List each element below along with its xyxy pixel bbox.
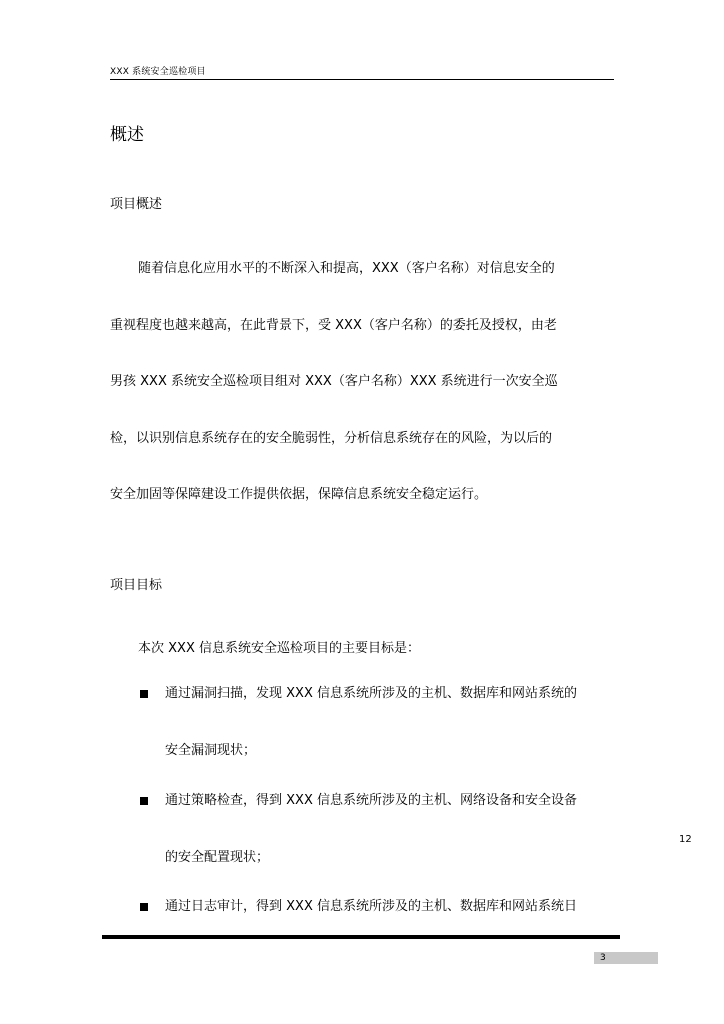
- bullet-square-icon: [140, 903, 148, 911]
- running-header: XXX 系统安全巡检项目: [110, 67, 206, 77]
- objectives-heading: 项目目标: [110, 578, 163, 593]
- overview-line-3: 男孩 XXX 系统安全巡检项目组对 XXX（客户名称）XXX 系统进行一次安全巡: [110, 374, 558, 389]
- overview-line-4: 检，以识别信息系统存在的安全脆弱性，分析信息系统存在的风险，为以后的: [110, 431, 553, 446]
- footer-page-number: 3: [600, 953, 606, 963]
- overview-line-2: 重视程度也越来越高，在此背景下，受 XXX（客户名称）的委托及授权，由老: [110, 318, 557, 333]
- footer-page-box: [594, 952, 658, 964]
- footer-rule: [102, 935, 620, 939]
- bullet-square-icon: [140, 690, 148, 698]
- bullet-2-line-1: 通过策略检查，得到 XXX 信息系统所涉及的主机、网络设备和安全设备: [165, 793, 577, 808]
- header-rule: [110, 79, 614, 80]
- bullet-1-line-1: 通过漏洞扫描，发现 XXX 信息系统所涉及的主机、数据库和网站系统的: [165, 686, 577, 701]
- bullet-square-icon: [140, 797, 148, 805]
- section-title: 概述: [110, 125, 144, 145]
- objectives-intro: 本次 XXX 信息系统安全巡检项目的主要目标是：: [138, 641, 420, 656]
- bullet-1-line-2: 安全漏洞现状；: [165, 743, 257, 758]
- side-page-number: 12: [679, 834, 692, 845]
- overview-line-1: 随着信息化应用水平的不断深入和提高，XXX（客户名称）对信息安全的: [138, 261, 555, 276]
- overview-line-5: 安全加固等保障建设工作提供依据，保障信息系统安全稳定运行。: [110, 487, 488, 502]
- bullet-3-line-1: 通过日志审计，得到 XXX 信息系统所涉及的主机、数据库和网站系统日: [165, 899, 577, 914]
- overview-heading: 项目概述: [110, 197, 163, 212]
- bullet-2-line-2: 的安全配置现状；: [165, 850, 270, 865]
